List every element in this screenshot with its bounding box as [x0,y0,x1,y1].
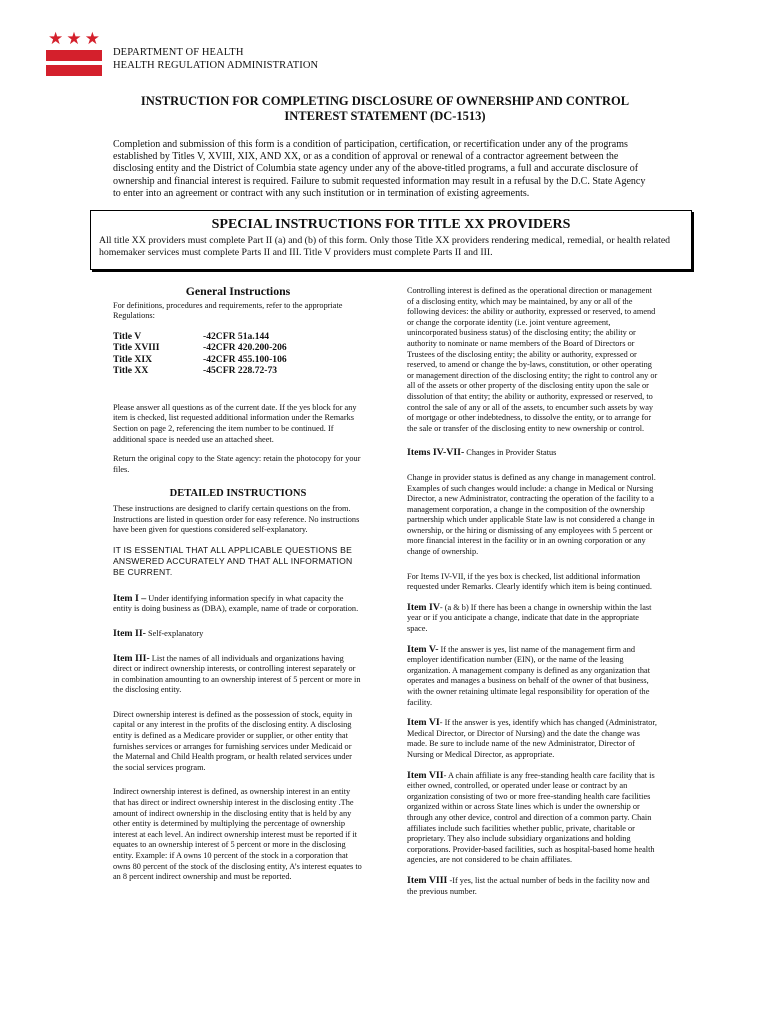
item-2-label: Item II- [113,627,146,639]
item-2-text: Self-explanatory [145,628,204,638]
title-name: Title XX [113,365,149,377]
administration-name: HEALTH REGULATION ADMINISTRATION [113,60,319,71]
cfr-reference: -45CFR 228.72-73 [203,365,278,377]
title-line-2: INTEREST STATEMENT (DC-1513) [284,109,486,123]
flag-bar-top [46,50,102,61]
right-column [407,286,659,906]
indirect-ownership-definition: Indirect ownership interest is defined, as ownership interest in an entity that has direct or indirect ownership interest in the disclosing entity .The amount of indirect ownership in the disclosing entity that is held by any other entity is determined by multiplying the percentage of ownership interest at each level. An indirect ownership interest must be reported if it equates to an ownership interest of 5 percent or more in the disclosing entity. Example: if A owns 10 percent of the stock in a corporation that owns 80 percent of the stock of the disclosing entity, A’s interest equates to an 8 percent indirect ownership and must be reported. [113,787,362,882]
items-4-7-label: Items IV-VII- [407,447,465,459]
answer-instructions: Please answer all questions as of the current date. If the yes block for any item is checked, list requested additional information under the Remarks Section on page 2, referencing the item number to be continued. If additional space is needed use an attached sheet. [113,402,357,444]
general-instructions-heading: General Instructions [185,284,291,298]
item-4 [407,603,659,635]
item-1-text: Under identifying information specify in what capacity the entity is doing business as (DBA), example, name of trade or corporation. [113,593,359,614]
item-7-text: - A chain affiliate is any free-standing health care facility that is either owned, controlled, or operated under lease or contract by an organization consisting of two or more free-standing health care facilities organized within or across State lines which is under the ownership or through any other device, control and direction of a common party. Chain affiliates include such facilities whether public, private, charitable or proprietary. They also include subsidiary organizations and holding corporations. Provider-based facilities, such as hospital-based home health agencies, are not considered to be chain affiliates. [407,770,655,865]
item-7 [407,771,659,866]
item-3 [113,654,363,696]
detailed-instructions-heading: DETAILED INSTRUCTIONS [169,488,307,500]
item-6-text: - If the answer is yes, identify which has changed (Administrator, Medical Director, or Director of Nursing) and the date the change was made. Be sure to include name of the new Administrator, Director of Nursing or Medical Director, as appropriate. [407,718,657,759]
dept-name: DEPARTMENT OF HEALTH [113,47,244,58]
item-4-text: - (a & b) If there has been a change in ownership within the last year or if you anticipate a change, indicate that date in the appropriate space. [407,602,652,634]
item-8-label: Item VIII [407,874,448,886]
item-1-label: Item I – [113,592,147,604]
cfr-references [203,331,287,377]
star-icon: ★ [48,29,64,48]
title-line-1: INSTRUCTION FOR COMPLETING DISCLOSURE OF OWNERSHIP AND CONTROL [140,94,630,108]
dc-flag-logo [46,29,102,76]
items-4-7-text: Changes in Provider Status [464,448,557,458]
item-1 [113,594,363,615]
regulations-table [113,331,363,377]
essential-notice: IT IS ESSENTIAL THAT ALL APPLICABLE QUESTIONS BE ANSWERED ACCURATELY AND THAT ALL INFORMATION BE CURRENT. [113,544,353,577]
special-instructions-text: All title XX providers must complete Part II (a) and (b) of this form. Only those Title XX providers rendering medical, remedial, or health related homemaker services must complete Parts II and III. Title V providers must complete Parts II and III. [99,235,671,258]
items-4-7 [407,448,659,459]
special-instructions-heading: SPECIAL INSTRUCTIONS FOR TITLE XX PROVIDERS [211,217,571,232]
item-3-label: Item III- [113,652,150,664]
general-instructions-text: For definitions, procedures and requirements, refer to the appropriate Regulations: [113,300,343,321]
controlling-interest-definition: Controlling interest is defined as the operational direction or management of a disclosing entity, which may be maintained, by any or all of the following devices: the ability or authority, expressed or reserved, to amend or change the corporate identity (i.e. joint venture agreement, unincorporated business status) of the disclosing entity; the ability or authority to nominate or name members of the Board of Directors or Trustees of the disclosing entity; the ability or authority, expressed or reserved, to amend or change the by-laws, constitution, or other operating or management direction of the disclosing entity; the right to control any or all of the assets or other property of the disclosing entity upon the sale or dissolution of that entity; the ability or authority, expressed or reserved, to control the sale of any or all of the assets, to encumber such assets by way of mortgage or other indebtedness, to dissolve the entity, or to arrange for the sale or transfer of the disclosing entity to new ownership or control. [407,286,658,433]
department-header [113,46,318,72]
cfr-reference: -42CFR 51a.144 [203,330,270,342]
item-5 [407,645,659,709]
item-6 [407,718,659,760]
detailed-instructions-text: These instructions are designed to clarify certain questions on the from. Instructions are listed in question order for easy reference. No instructions have been given for questions considered self-explanatory. [113,503,360,535]
title-name: Title XIX [113,353,152,365]
item-8-text: -If yes, list the actual number of beds in the facility now and the previous number. [407,875,650,896]
star-icon: ★ [84,29,100,48]
change-in-status-definition: Change in provider status is defined as any change in management control. Examples of such changes would include: a change in Medical or Nursing Director, a new Administrator, contracting the operation of the facility to a management corporation, a change in the composition of the ownership partnership which under applicable State law is not considered a change in ownership, or the hiring or dismissing of any employees with 5 percent or more financial interest in the facility or in an owning corporation or any change of ownership. [407,472,656,557]
item-6-label: Item VI [407,717,440,729]
item-4-label: Item IV [407,601,440,613]
item-3-text: List the names of all individuals and organizations having direct or indirect ownership interests, or controlling interest separately or in combination amounting to an ownership interest of 5 percent or more in the disclosing entity. [113,653,361,695]
special-instructions-box [90,210,692,270]
item-5-text: If the answer is yes, list name of the management firm and employer identification number (EIN), or the name of the leasing organization. A management company is defined as any organization that operates and manages a business on behalf of the owner of that business, with the owner retaining ultimate legal responsibility for operation of the facility. [407,644,650,707]
title-name: Title V [113,330,142,342]
items-4-7-remarks: For Items IV-VII, if the yes box is checked, list additional information requested under Remarks. Clearly identify which item is being continued. [407,571,652,592]
title-name: Title XVIII [113,342,160,354]
cfr-reference: -42CFR 455.100-106 [203,353,287,365]
star-icon: ★ [66,29,82,48]
document-title [60,94,710,124]
intro-paragraph: Completion and submission of this form is a condition of participation, certification, or recertification under any of the programs established by Titles V, XVIII, XIX, AND XX, or as a condition of approval or renewal of a contractor agreement between the disclosing entity and the District of Columbia state agency under any of the above-titled programs, a full and accurate disclosure of ownership and financial interest is required. Failure to submit requested information may result in a refusal by the D.C. State Agency to enter into an agreement or contract with any such institution or in termination of existing agreements. [113,139,646,199]
flag-stars [46,29,102,48]
flag-bar-bottom [46,65,102,76]
item-7-label: Item VII [407,769,444,781]
direct-ownership-definition: Direct ownership interest is defined as the possession of stock, equity in capital or any interest in the profits of the disclosing entity. A disclosing entity is defined as a Medicare provider or supplier, or other entity that furnishes services or arranges for furnishing services under Medicaid or the Maternal and Child Health program, or health related services under the social services program. [113,709,353,772]
item-2 [113,629,363,640]
left-column [113,286,363,892]
return-instructions: Return the original copy to the State agency: retain the photocopy for your files. [113,454,361,474]
item-5-label: Item V- [407,643,439,655]
item-8 [407,876,659,897]
cfr-reference: -42CFR 420.200-206 [203,342,287,354]
title-names [113,331,203,377]
